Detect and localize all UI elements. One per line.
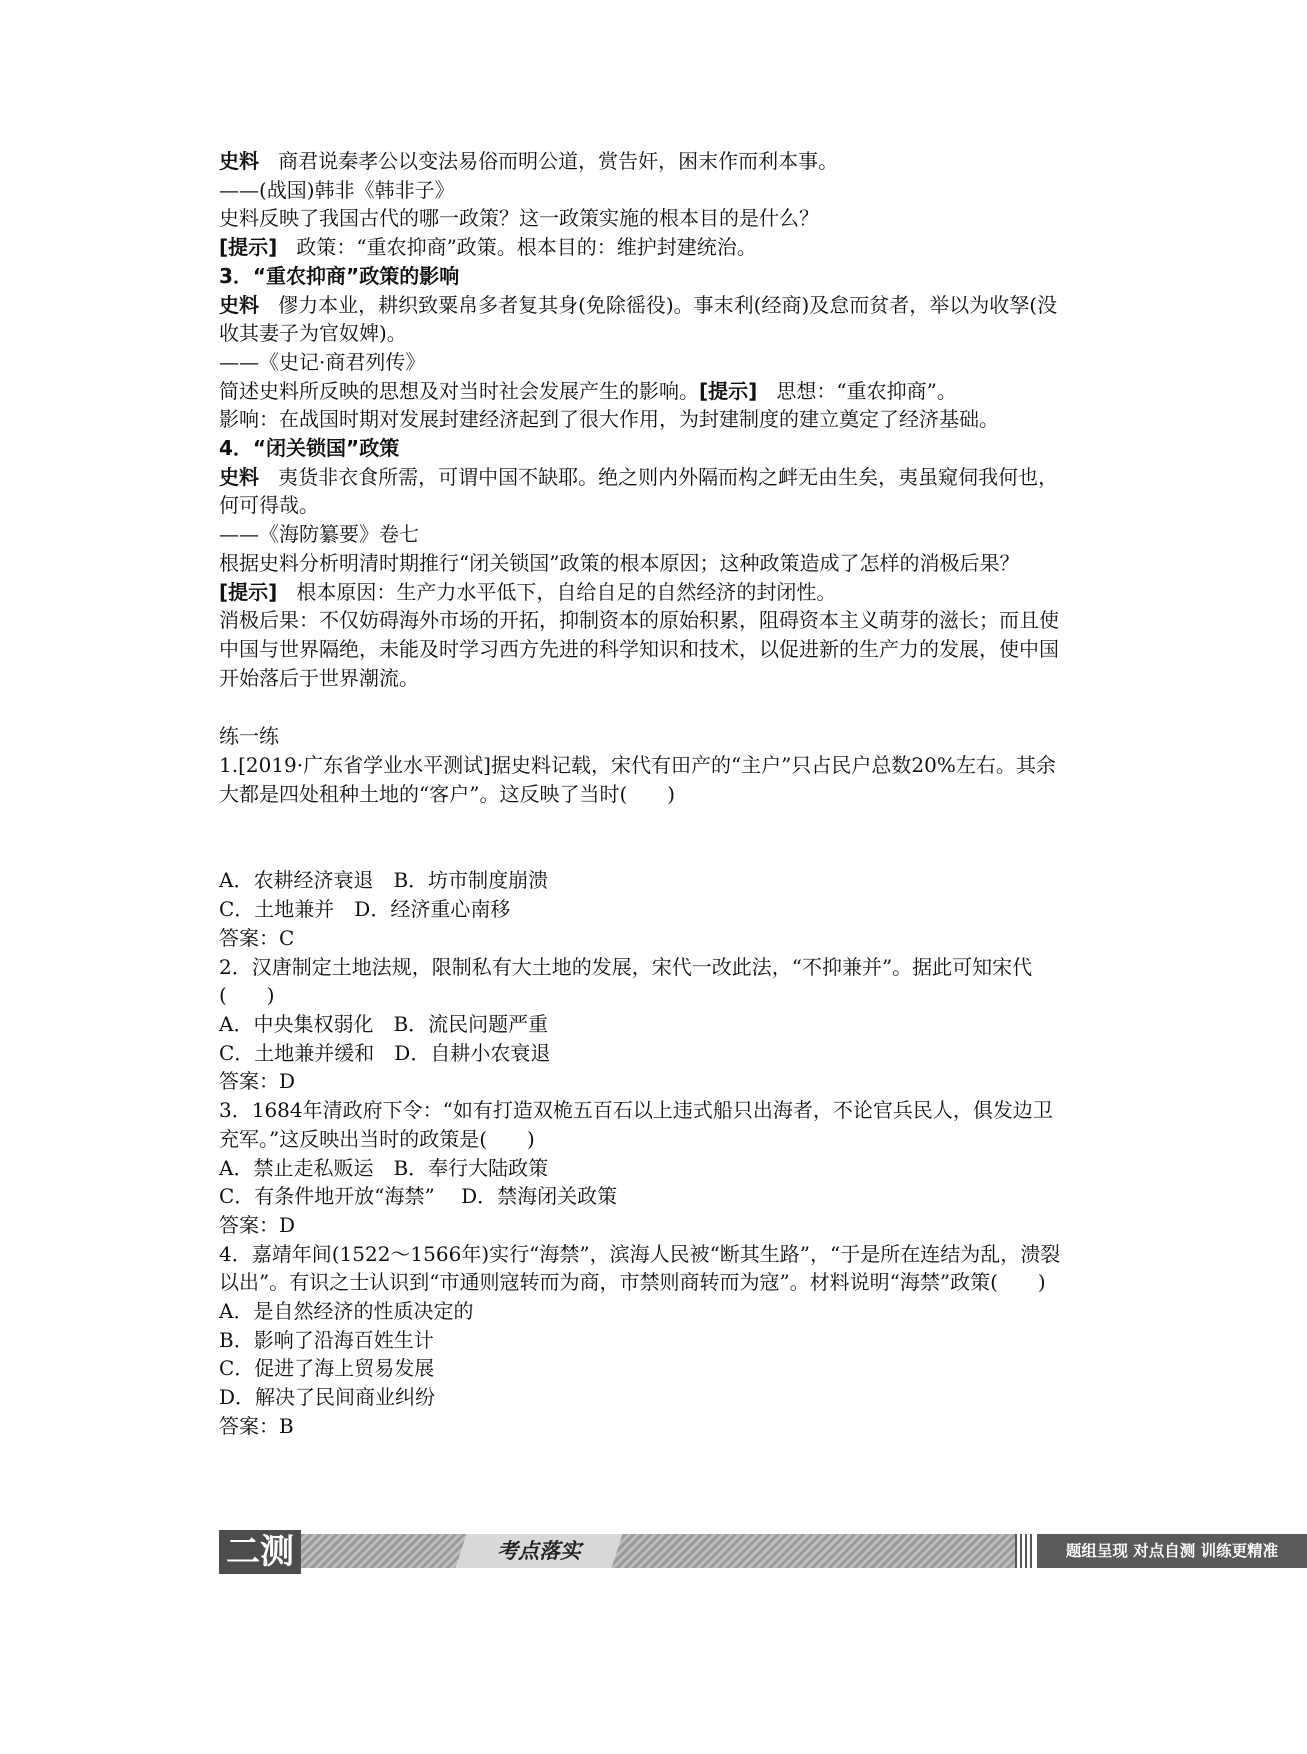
source-text: 僇力本业，耕织致粟帛多者复其身(免除徭役)。事末利(经商)及怠而贫者，举以为收孥(没收其妻子为官奴婢)。: [219, 292, 1058, 346]
citation: ——《史记·商君列传》: [219, 349, 426, 374]
question-1-options-a: A．农耕经济衰退 B．坊市制度崩溃: [219, 868, 549, 893]
hint-line: [219, 578, 1065, 607]
question-4-option-d: D．解决了民间商业纠纷: [219, 1385, 436, 1410]
hint-label: [提示]: [219, 235, 278, 260]
question-4-answer: 答案：B: [219, 1413, 294, 1438]
source-label: 史料: [219, 464, 259, 489]
question-2: 2．汉唐制定土地法规，限制私有大土地的发展，宋代一改此法，“不抑兼并”。据此可知宋代( ): [219, 954, 1033, 1008]
question-1-options-b: C．土地兼并 D．经济重心南移: [219, 897, 511, 922]
question-text: 根据史料分析明清时期推行“闭关锁国”政策的根本原因；这种政策造成了怎样的消极后果？: [219, 550, 1020, 575]
source-label: 史料: [219, 149, 259, 173]
source-line-3: [219, 463, 1065, 520]
spacer: [219, 692, 1065, 722]
source-text: 商君说秦孝公以变法易俗而明公道，赏告奸，困末作而利本事。: [278, 149, 839, 173]
question-3: 3．1684年清政府下令：“如有打造双桅五百石以上违式船只出海者，不论官兵民人，俱发边卫充军。”这反映出当时的政策是( ): [219, 1098, 1053, 1151]
question-4-option-b: B．影响了沿海百姓生计: [219, 1327, 434, 1352]
question-2-options-a: A．中央集权弱化 B．流民问题严重: [219, 1011, 549, 1036]
section-banner: [219, 1530, 1279, 1574]
question-1-answer: 答案：C: [219, 925, 295, 950]
banner-tag: [455, 1534, 622, 1568]
hint-text: 消极后果：不仅妨碍海外市场的开拓，抑制资本的原始积累，阻碍资本主义萌芽的滋长；而且使中国与世界隔绝，未能及时学习西方先进的科学知识和技术，以促进新的生产力的发展，使中国开始落后于世界潮流。: [219, 608, 1059, 690]
hint-label: [提示]: [219, 579, 278, 604]
banner-bars: [1015, 1534, 1035, 1568]
question-3-options-a: A．禁止走私贩运 B．奉行大陆政策: [219, 1155, 549, 1180]
banner-slogan: 题组呈现 对点自测 训练更精准: [1037, 1534, 1307, 1568]
banner-stripe: [301, 1534, 1031, 1568]
hint-text: 影响：在战国时期对发展封建经济起到了很大作用，为封建制度的建立奠定了经济基础。: [219, 407, 999, 432]
hint-text: 思想：“重农抑商”。: [776, 378, 957, 403]
question-4: 4．嘉靖年间(1522～1566年)实行“海禁”，滨海人民被“断其生路”，“于是所在连结为乱，溃裂以出”。有识之士认识到“市通则寇转而为商，市禁则商转而为寇”。材料说明“海禁”政策( ): [219, 1241, 1061, 1295]
document-body: [219, 147, 1065, 1441]
hint-line: [219, 233, 1065, 262]
question-2-options-b: C．土地兼并缓和 D．自耕小农衰退: [219, 1040, 551, 1065]
question-4-option-c: C．促进了海上贸易发展: [219, 1356, 435, 1381]
banner-title: 二测: [219, 1530, 301, 1574]
question-3-options-b: C．有条件地开放“海禁” D．禁海闭关政策: [219, 1184, 618, 1209]
hint-text: 根本原因：生产力水平低下，自给自足的自然经济的封闭性。: [296, 579, 837, 604]
citation: ——(战国)韩非《韩非子》: [219, 177, 455, 202]
source-label: 史料: [219, 292, 259, 317]
question-4-option-a: A．是自然经济的性质决定的: [219, 1299, 474, 1324]
question-2-answer: 答案：D: [219, 1069, 296, 1094]
question-text: 史料反映了我国古代的哪一政策？这一政策实施的根本目的是什么？: [219, 206, 819, 231]
source-line-2: [187, 291, 1065, 348]
spacer: [219, 808, 1065, 866]
section-heading: 3．“重农抑商”政策的影响: [219, 263, 460, 288]
question-hint-line: [219, 377, 1065, 406]
question-3-answer: 答案：D: [219, 1212, 296, 1237]
banner-tag-text: 考点落实: [497, 1539, 581, 1563]
question-text: 简述史料所反映的思想及对当时社会发展产生的影响。: [219, 378, 699, 403]
hint-text: 政策：“重农抑商”政策。根本目的：维护封建统治。: [296, 235, 757, 260]
section-heading: 4．“闭关锁国”政策: [219, 436, 400, 461]
citation: ——《海防纂要》卷七: [219, 522, 419, 547]
source-text: 夷货非衣食所需，可谓中国不缺耶。绝之则内外隔而构之衅无由生矣，夷虽窥伺我何也，何可得哉。: [219, 464, 1059, 518]
hint-label: [提示]: [699, 378, 758, 403]
source-line-1: [219, 147, 1065, 176]
question-1: 1.[2019·广东省学业水平测试]据史料记载，宋代有田产的“主户”只占民户总数20%左右。其余大都是四处租种土地的“客户”。这反映了当时( ): [219, 753, 1056, 806]
practice-heading: 练一练: [219, 724, 279, 749]
